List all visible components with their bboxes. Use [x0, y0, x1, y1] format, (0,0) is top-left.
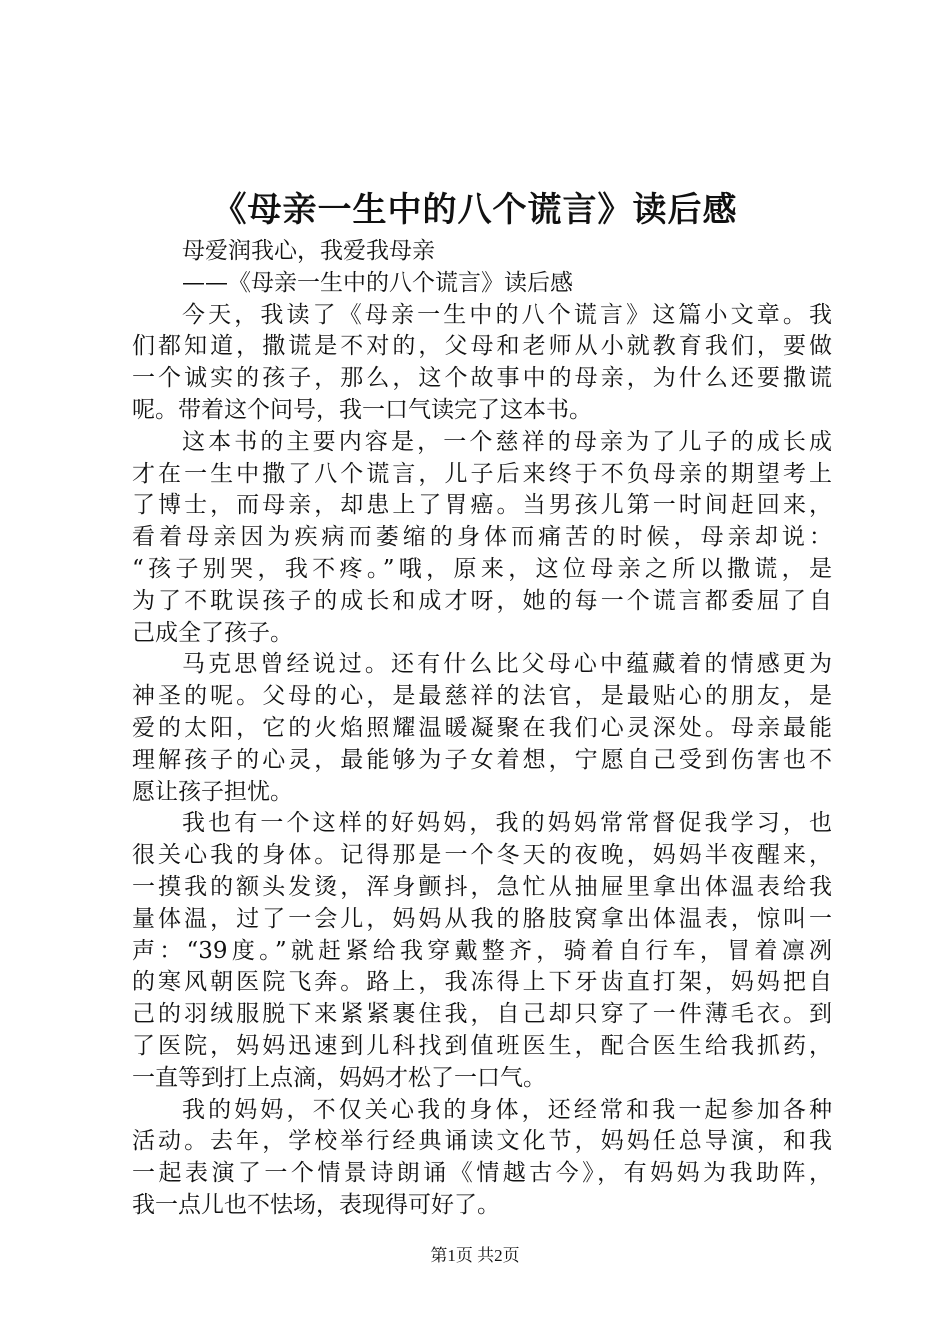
- body-line: 己的羽绒服脱下来紧紧裹住我，自己却只穿了一件薄毛衣。到: [132, 1001, 832, 1028]
- body-line: 的寒风朝医院飞奔。路上，我冻得上下牙齿直打架，妈妈把自: [132, 969, 832, 996]
- body-line: 今天，我读了《母亲一生中的八个谎言》这篇小文章。我: [182, 301, 832, 328]
- body-line: 声：“39度。”就赶紧给我穿戴整齐，骑着自行车，冒着凛冽: [132, 937, 832, 964]
- body-line: 一个诚实的孩子，那么，这个故事中的母亲，为什么还要撒谎: [132, 365, 832, 392]
- body-line: 我一点儿也不怯场，表现得可好了。: [132, 1191, 500, 1218]
- subtitle-line: 母爱润我心，我爱我母亲: [182, 238, 435, 264]
- body-line: 愿让孩子担忧。: [132, 778, 293, 805]
- body-line: 看着母亲因为疾病而萎缩的身体而痛苦的时候，母亲却说：: [132, 524, 832, 551]
- body-line: 为了不耽误孩子的成长和成才呀，她的每一个谎言都委屈了自: [132, 587, 832, 614]
- body-line: 马克思曾经说过。还有什么比父母心中蕴藏着的情感更为: [182, 651, 832, 678]
- body-line: 己成全了孩子。: [132, 619, 293, 646]
- body-line: 才在一生中撒了八个谎言，儿子后来终于不负母亲的期望考上: [132, 460, 832, 487]
- subtitle-source-line: ——《母亲一生中的八个谎言》读后感: [182, 269, 573, 296]
- body-line: 这本书的主要内容是，一个慈祥的母亲为了儿子的成长成: [182, 428, 832, 455]
- body-line: 我的妈妈，不仅关心我的身体，还经常和我一起参加各种: [182, 1096, 832, 1123]
- body-line: 一直等到打上点滴，妈妈才松了一口气。: [132, 1064, 546, 1091]
- body-line: 了医院，妈妈迅速到儿科找到值班医生，配合医生给我抓药，: [132, 1032, 832, 1059]
- body-line: 活动。去年，学校举行经典诵读文化节，妈妈任总导演，和我: [132, 1128, 832, 1155]
- body-line: 我也有一个这样的好妈妈，我的妈妈常常督促我学习，也: [182, 810, 832, 837]
- body-line: 们都知道，撒谎是不对的，父母和老师从小就教育我们，要做: [132, 333, 832, 360]
- document-body: [132, 236, 832, 1222]
- body-line: 理解孩子的心灵，最能够为子女着想，宁愿自己受到伤害也不: [132, 746, 832, 773]
- document-title: 《母亲一生中的八个谎言》读后感: [212, 190, 738, 230]
- body-line: “孩子别哭，我不疼。”哦，原来，这位母亲之所以撒谎，是: [132, 555, 832, 582]
- body-line: 呢。带着这个问号，我一口气读完了这本书。: [132, 396, 592, 423]
- body-line: 一起表演了一个情景诗朗诵《情越古今》，有妈妈为我助阵，: [132, 1160, 832, 1187]
- page-footer: [0, 1244, 950, 1268]
- body-line: 量体温，过了一会儿，妈妈从我的胳肢窝拿出体温表，惊叫一: [132, 905, 832, 932]
- body-line: 一摸我的额头发烫，浑身颤抖，急忙从抽屉里拿出体温表给我: [132, 873, 832, 900]
- page-indicator: 第1页 共2页: [430, 1246, 520, 1265]
- body-line: 神圣的呢。父母的心，是最慈祥的法官，是最贴心的朋友，是: [132, 683, 832, 710]
- body-line: 很关心我的身体。记得那是一个冬天的夜晚，妈妈半夜醒来，: [132, 842, 832, 869]
- body-line: 了博士，而母亲，却患上了胃癌。当男孩儿第一时间赶回来，: [132, 492, 832, 519]
- body-line: 爱的太阳，它的火焰照耀温暖凝聚在我们心灵深处。母亲最能: [132, 714, 832, 741]
